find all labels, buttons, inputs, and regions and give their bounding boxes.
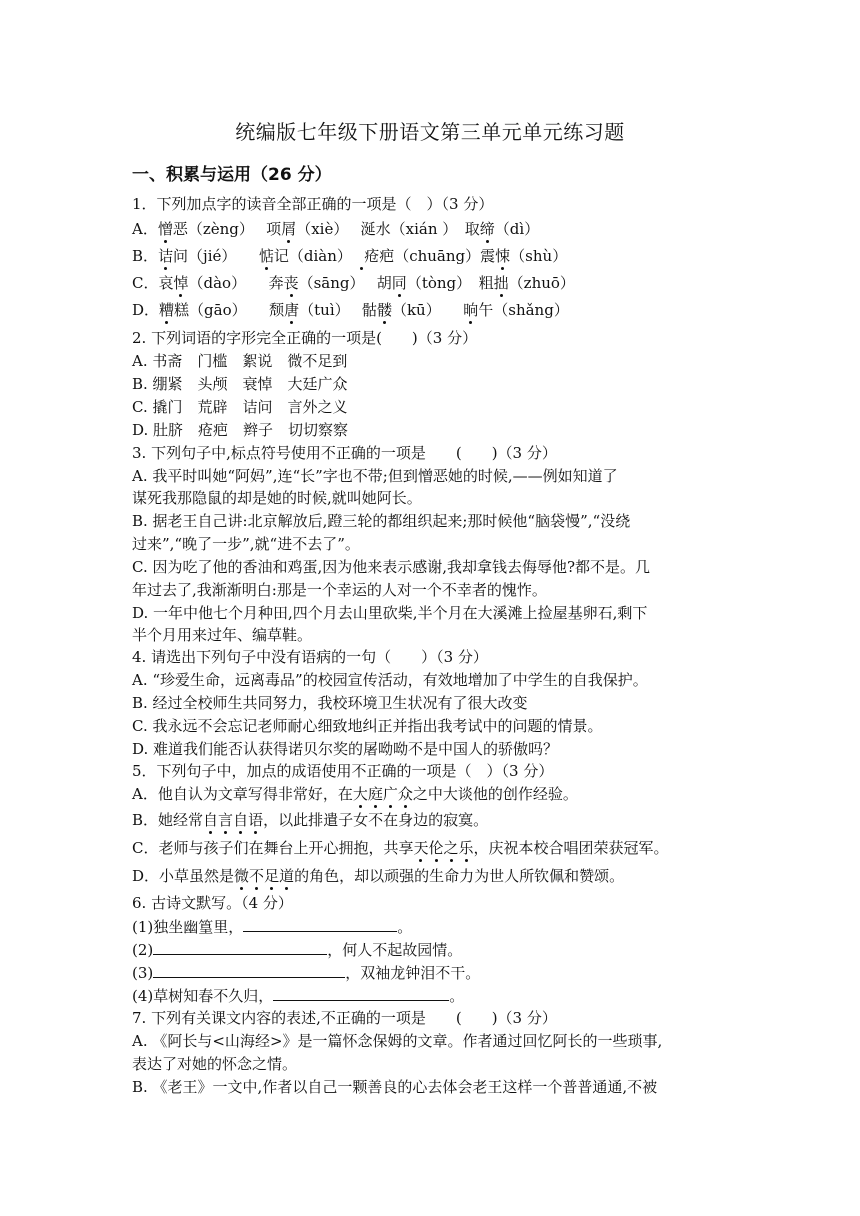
q6-blank-2: (2) ，何人不起故园情。 [132, 941, 463, 959]
q4-option-d: D. 难道我们能否认获得诺贝尔奖的屠呦呦不是中国人的骄傲吗？ [132, 740, 559, 758]
page-title: 统编版七年级下册语文第三单元单元练习题 [235, 120, 625, 144]
q6-blank-4: (4)草树知春不久归， 。 [132, 987, 465, 1005]
answer-blank[interactable] [243, 916, 397, 932]
q1-stem: 1．下列加点字的读音全部正确的一项是（ ）（3 分） [132, 195, 494, 213]
q3-stem: 3. 下列句子中,标点符号使用不正确的一项是 ( )（3 分） [132, 444, 557, 462]
q5-option-d: D．小草虽然是微不足道的角色，却以顽强的生命力为世人所钦佩和赞颂。 [132, 867, 625, 885]
q4-option-c: C. 我永远不会忘记老师耐心细致地纠正并指出我考试中的问题的情景。 [132, 717, 603, 735]
q3-option-b: B. 据老王自己讲:北京解放后,蹬三轮的都组织起来;那时候他“脑袋慢”,“没绕 [132, 512, 631, 530]
q2-option-a: A. 书斋 门槛 絮说 微不足到 [132, 352, 348, 370]
q2-option-b: B. 绷紧 头颅 衰悼 大廷广众 [132, 375, 348, 393]
q6-blank-1: (1)独坐幽篁里， 。 [132, 918, 413, 936]
q1-option-c: C．哀悼（dào） 奔丧（sāng） 胡同（tòng） 粗拙（zhuō） [132, 274, 575, 292]
q1-option-d: D．糟糕（gāo） 颓唐（tuì） 骷髅（kū） 晌午（shǎng） [132, 301, 569, 319]
q6-stem: 6. 古诗文默写。（4 分） [132, 894, 293, 912]
answer-blank[interactable] [153, 939, 327, 955]
q3-option-c-cont: 年过去了,我渐渐明白:那是一个幸运的人对一个不幸者的愧怍。 [132, 581, 547, 599]
q1-option-a: A．憎恶（zèng） 项屑（xiè） 涎水（xián ） 取缔（dì） [132, 220, 540, 238]
q7-option-b: B. 《老王》一文中,作者以自己一颗善良的心去体会老王这样一个普普通通,不被 [132, 1078, 658, 1096]
q7-stem: 7. 下列有关课文内容的表述,不正确的一项是 ( )（3 分） [132, 1009, 557, 1027]
section-heading: 一、积累与运用（26 分） [132, 165, 332, 185]
q5-option-a: A．他自认为文章写得非常好，在大庭广众之中大谈他的创作经验。 [132, 785, 578, 803]
q1-option-b: B．诘问（jié） 惦记（diàn） 疮疤（chuāng）震悚（shù） [132, 247, 568, 265]
q3-option-a: A. 我平时叫她“阿妈”,连“长”字也不带;但到憎恶她的时候,——例如知道了 [132, 467, 618, 485]
q3-option-d-cont: 半个月用来过年、编草鞋。 [132, 626, 313, 644]
q7-option-a: A. 《阿长与<山海经>》是一篇怀念保姆的文章。作者通过回忆阿长的一些琐事, [132, 1032, 663, 1050]
q4-option-b: B. 经过全校师生共同努力，我校环境卫生状况有了很大改变 [132, 694, 528, 712]
q4-option-a: A. “珍爱生命，远离毒品”的校园宣传活动，有效地增加了中学生的自我保护。 [132, 671, 648, 689]
q3-option-c: C. 因为吃了他的香油和鸡蛋,因为他来表示感谢,我却拿钱去侮辱他?都不是。几 [132, 558, 651, 576]
q4-stem: 4. 请选出下列句子中没有语病的一句（ ）（3 分） [132, 648, 488, 666]
answer-blank[interactable] [153, 962, 345, 978]
q5-option-b: B．她经常自言自语，以此排遣子女不在身边的寂寞。 [132, 811, 489, 829]
q2-stem: 2. 下列词语的字形完全正确的一项是( )（3 分） [132, 329, 478, 347]
q6-blank-3: (3) ，双袖龙钟泪不干。 [132, 964, 481, 982]
q5-option-c: C．老师与孩子们在舞台上开心拥抱，共享天伦之乐，庆祝本校合唱团荣获冠军。 [132, 839, 669, 857]
q7-option-a-cont: 表达了对她的怀念之情。 [132, 1055, 298, 1073]
q5-stem: 5．下列句子中，加点的成语使用不正确的一项是（ ）（3 分） [132, 762, 554, 780]
answer-blank[interactable] [273, 985, 449, 1001]
q2-option-c: C. 撬门 荒辟 诘问 言外之义 [132, 398, 348, 416]
q3-option-a-cont: 谋死我那隐鼠的却是她的时候,就叫她阿长。 [132, 489, 422, 507]
q3-option-b-cont: 过来”,“晚了一步”,就“进不去了”。 [132, 535, 360, 553]
q2-option-d: D. 肚脐 疮疤 辫子 切切察察 [132, 421, 349, 439]
q3-option-d: D. 一年中他七个月种田,四个月去山里砍柴,半个月在大溪滩上捡屋基卵石,剩下 [132, 604, 648, 622]
